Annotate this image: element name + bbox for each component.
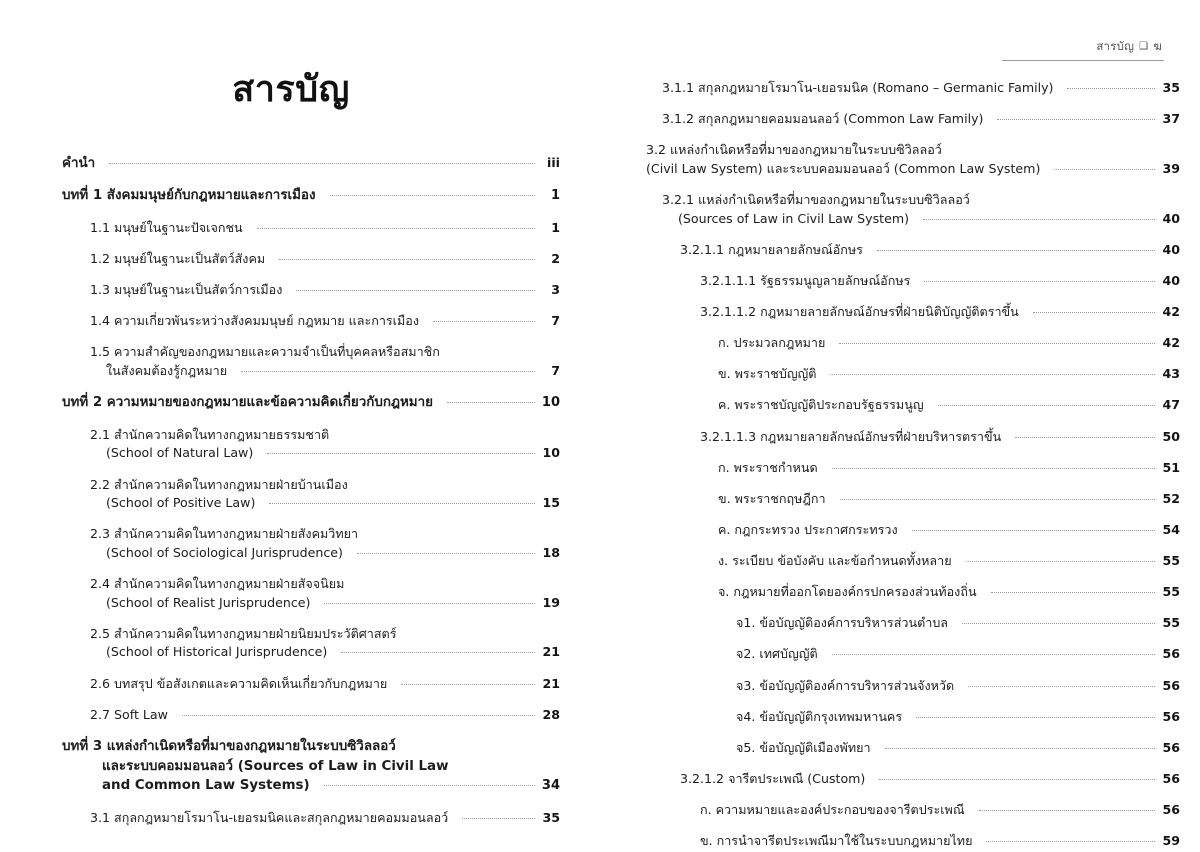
toc-dot-leader [296,290,535,291]
toc-entry[interactable] [646,141,1180,178]
toc-entry[interactable] [90,625,560,662]
toc-entry-row [90,809,560,828]
toc-entry-label: 2.5 สำนักความคิดในทางกฎหมายฝ่ายนิยมประวัติศาสตร์ [90,625,397,641]
toc-page-number: 40 [1162,210,1180,226]
toc-entry[interactable] [90,426,560,463]
toc-entry-row [718,521,1180,540]
toc-entry[interactable] [718,396,1180,415]
toc-dot-leader [324,603,535,604]
toc-entry-label: ก. ความหมายและองค์ประกอบของจารีตประเพณี [700,802,965,817]
toc-dot-leader [979,810,1155,811]
toc-entry-label: จ3. ข้อบัญญัติองค์การบริหารส่วนจังหวัด [736,677,955,693]
toc-dot-leader [968,686,1155,687]
toc-entry-label: 3.2.1.1.1 รัฐธรรมนูญลายลักษณ์อักษร [700,272,911,288]
toc-dot-leader [885,748,1155,749]
toc-entry-label: ก. พระราชกำหนด [718,459,818,475]
toc-entry-row [718,490,1180,509]
toc-entry[interactable] [90,675,560,694]
toc-page-number: 39 [1162,160,1180,176]
toc-entry[interactable] [90,343,560,380]
toc-dot-leader [447,402,535,403]
toc-page-number: 10 [542,445,560,461]
toc-dot-leader [357,553,535,554]
toc-entry[interactable] [736,677,1180,696]
toc-entry-label: บทที่ 1 สังคมมนุษย์กับกฎหมายและการเมือง [62,187,316,203]
toc-dot-leader [1054,169,1155,170]
toc-dot-leader [267,453,535,454]
toc-entry-row [718,583,1180,602]
toc-dot-leader [241,371,535,372]
toc-entry-label: ค. กฎกระทรวง ประกาศกระทรวง [718,521,898,537]
toc-entry-label: 2.7 Soft Law [90,706,168,722]
toc-entry-label: คำนำ [62,155,96,171]
toc-entry[interactable] [736,708,1180,727]
toc-page-number: 54 [1162,521,1180,537]
toc-entry-row [646,141,1180,160]
toc-entry[interactable] [662,79,1180,98]
toc-page-number: 56 [1162,739,1180,755]
toc-entry-row [90,525,560,544]
toc-entry[interactable] [90,281,560,300]
toc-page-number: 47 [1162,397,1180,413]
toc-entry-label-continued: and Common Law Systems) [102,778,310,794]
toc-dot-leader [991,592,1155,593]
toc-page-number: 35 [1162,80,1180,95]
toc-entry-label: ข. การนำจารีตประเพณีมาใช้ในระบบกฎหมายไทย [700,833,973,849]
toc-entry[interactable] [90,525,560,562]
toc-entry-row [718,459,1180,478]
toc-dot-leader [924,281,1155,282]
toc-entry[interactable] [680,770,1180,789]
toc-page-number: 52 [1162,490,1180,506]
toc-entry-label: 3.2.1.1.3 กฎหมายลายลักษณ์อักษรที่ฝ่ายบริหารตราขึ้น [700,428,1002,444]
toc-entry-label: จ1. ข้อบัญญัติองค์การบริหารส่วนตำบล [736,615,949,631]
toc-dot-leader [912,530,1155,531]
toc-entry-row-continued [90,444,560,463]
toc-entry-label: 3.2.1 แหล่งกำเนิดหรือที่มาของกฎหมายในระบบซิวิลลอว์ [662,192,970,207]
toc-page-number: 18 [542,544,560,560]
toc-entry-label: ค. พระราชบัญญัติประกอบรัฐธรรมนูญ [718,397,924,413]
toc-entry-label: 1.2 มนุษย์ในฐานะเป็นสัตว์สังคม [90,250,266,266]
toc-entry-label-continued: (School of Realist Jurisprudence) [106,594,311,610]
toc-entry[interactable] [736,739,1180,758]
toc-entry-row [718,552,1180,571]
toc-entry-row [90,706,560,725]
toc-page-number: 42 [1162,304,1180,319]
toc-entry-label-continued: ในสังคมต้องรู้กฎหมาย [106,362,228,378]
toc-entry-label: 1.3 มนุษย์ในฐานะเป็นสัตว์การเมือง [90,282,283,297]
toc-entry-label: 1.1 มนุษย์ในฐานะปัจเจกชน [90,219,243,235]
toc-entry[interactable] [718,490,1180,509]
toc-entry[interactable] [62,186,560,206]
toc-entry[interactable] [718,583,1180,602]
toc-entry-label: 1.5 ความสำคัญของกฎหมายและความจำเป็นที่บุคคลหรือสมาชิก [90,344,440,360]
toc-page-number: 59 [1162,833,1180,849]
right-page [600,0,1200,852]
toc-page-number: 42 [1162,335,1180,351]
toc-dot-leader [839,343,1155,344]
toc-entry-label-continued: (School of Sociological Jurisprudence) [106,544,343,560]
toc-entry[interactable] [736,614,1180,633]
toc-entry-row [62,154,560,174]
toc-dot-leader [879,779,1155,780]
toc-entry-label: 2.6 บทสรุป ข้อสังเกตและความคิดเห็นเกี่ยวกับกฎหมาย [90,675,388,691]
toc-page-number: 40 [1162,241,1180,257]
toc-dot-leader [962,623,1155,624]
toc-entry[interactable] [90,312,560,331]
toc-entry-label: 2.1 สำนักความคิดในทางกฎหมายธรรมชาติ [90,426,330,442]
toc-entry[interactable] [90,809,560,828]
toc-entry-row [90,219,560,238]
toc-entry-row [736,614,1180,633]
toc-page-number: 3 [551,282,560,297]
toc-entry-row [90,312,560,331]
toc-entry[interactable] [662,191,1180,228]
toc-entry-label: 3.1.2 สกุลกฎหมายคอมมอนลอว์ (Common Law Family) [662,111,984,127]
toc-entry[interactable] [680,241,1180,260]
toc-entry[interactable] [90,250,560,269]
toc-entry-label-continued: (Civil Law System) และระบบคอมมอนลอว์ (Common Law System) [646,160,1041,176]
toc-page-number: 55 [1162,584,1180,600]
toc-dot-leader [341,652,535,653]
toc-entry-row [90,575,560,594]
toc-entry-row [62,186,560,206]
toc-entry-row [62,737,560,757]
toc-dot-leader [830,374,1155,375]
toc-entry-row [736,645,1180,664]
toc-entry-label: 3.2.1.1 กฎหมายลายลักษณ์อักษร [680,241,863,257]
toc-entry-label: ก. ประมวลกฎหมาย [718,335,826,351]
toc-page-number: 56 [1162,708,1180,724]
toc-entry[interactable] [700,272,1180,291]
toc-entry-row [700,832,1180,851]
toc-page-number: 56 [1162,646,1180,662]
toc-entry-row-continued [90,643,560,662]
toc-entry[interactable] [718,334,1180,353]
toc-dot-leader [986,841,1155,842]
toc-entry-row [680,770,1180,789]
toc-entry[interactable] [700,832,1180,851]
toc-entry-row-continued [90,544,560,563]
toc-entry-row [90,281,560,300]
toc-dot-leader [1015,437,1155,438]
toc-entry[interactable] [62,393,560,413]
toc-entry-row [90,675,560,694]
toc-page-number: 28 [542,706,560,722]
toc-entry-row [700,303,1180,322]
toc-page-number: 1 [550,187,560,203]
toc-entry-label: จ5. ข้อบัญญัติเมืองพัทยา [736,739,871,755]
toc-entry-label: ง. ระเบียบ ข้อบังคับ และข้อกำหนดทั้งหลาย [718,553,952,568]
running-head [618,38,1164,61]
toc-entry[interactable] [90,476,560,513]
toc-entry[interactable] [662,110,1180,129]
toc-entry-row [718,365,1180,384]
toc-dot-leader [832,468,1155,469]
toc-entry[interactable] [62,737,560,796]
toc-entry-row [700,272,1180,291]
toc-entry-row-continued [62,776,560,796]
toc-entry-row [90,476,560,495]
toc-entry[interactable] [90,706,560,725]
toc-entry-row [90,426,560,445]
toc-entry-label: 3.2.1.1.2 กฎหมายลายลักษณ์อักษรที่ฝ่ายนิติบัญญัติตราขึ้น [700,304,1019,319]
toc-entry-label: 2.4 สำนักความคิดในทางกฎหมายฝ่ายสัจจนิยม [90,576,345,592]
toc-entry-label: 3.2 แหล่งกำเนิดหรือที่มาของกฎหมายในระบบซิวิลลอว์ [646,142,942,158]
toc-entry-row [662,79,1180,98]
toc-page-number: 7 [551,362,560,378]
toc-entry[interactable] [90,219,560,238]
toc-entry-row-continued [62,757,560,777]
toc-entry-label: 3.2.1.2 จารีตประเพณี (Custom) [680,770,866,786]
toc-page-number: 37 [1162,111,1180,127]
toc-dot-leader [257,228,535,229]
toc-page-number: iii [547,154,560,170]
toc-dot-leader [433,321,535,322]
toc-entry-row [736,708,1180,727]
toc-dot-leader [923,219,1155,220]
toc-dot-leader [916,717,1155,718]
toc-entry[interactable] [90,575,560,612]
toc-entry-row [736,739,1180,758]
toc-page-number: 55 [1162,553,1180,568]
toc-dot-leader [401,684,535,685]
square-bullet-icon: ❑ [1139,41,1149,52]
toc-entry-label: 3.1 สกุลกฎหมายโรมาโน-เยอรมนิคและสกุลกฎหมายคอมมอนลอว์ [90,810,449,826]
toc-entry-row [62,393,560,413]
toc-entry-row [90,625,560,644]
toc-entry-label-continued: (School of Positive Law) [106,495,256,511]
toc-list-left [62,154,560,828]
toc-entry-label: จ. กฎหมายที่ออกโดยองค์กรปกครองส่วนท้องถิ่น [718,584,977,600]
toc-page-number: 56 [1162,770,1180,786]
toc-page-number: 43 [1162,366,1180,382]
toc-page-number: 15 [542,495,560,511]
toc-entry-label: บทที่ 3 แหล่งกำเนิดหรือที่มาของกฎหมายในระบบซิวิลลอว์ [62,738,396,754]
toc-page-number: 56 [1162,677,1180,693]
toc-entry-row [736,677,1180,696]
toc-page-number: 56 [1162,802,1180,817]
toc-dot-leader [1067,88,1155,89]
toc-page-number: 19 [542,594,560,610]
toc-entry-label: 1.4 ความเกี่ยวพันระหว่างสังคมมนุษย์ กฎหมาย และการเมือง [90,313,419,329]
toc-entry-row-continued [646,160,1180,179]
toc-entry[interactable] [718,552,1180,571]
toc-page-number: 34 [541,778,560,794]
toc-entry[interactable] [62,154,560,174]
toc-page-number: 51 [1162,459,1180,475]
toc-entry-label-continued: (School of Historical Jurisprudence) [106,644,328,660]
toc-page-number: 21 [542,675,560,691]
page-title: สารบัญ [232,69,350,110]
toc-page-number: 2 [551,250,560,266]
toc-dot-leader [877,250,1155,251]
toc-dot-leader [462,818,535,819]
toc-entry-label-continued: (Sources of Law in Civil Law System) [678,210,910,226]
toc-dot-leader [324,785,535,786]
running-head-text: สารบัญ [1096,39,1135,53]
running-head-page-label: ฆ [1153,39,1162,53]
toc-dot-leader [109,163,535,164]
toc-entry-row [90,343,560,362]
toc-entry-row-continued [662,210,1180,229]
toc-entry[interactable] [700,303,1180,322]
toc-entry-label: 2.3 สำนักความคิดในทางกฎหมายฝ่ายสังคมวิทยา [90,526,359,542]
toc-entry-label: ข. พระราชกฤษฎีกา [718,490,826,506]
toc-page-number: 7 [551,313,560,329]
running-head-line [1096,38,1164,56]
toc-page-number: 55 [1162,615,1180,631]
toc-entry-row [662,191,1180,210]
toc-dot-leader [938,405,1155,406]
toc-page-number: 10 [541,395,560,410]
toc-dot-leader [1033,312,1155,313]
toc-entry-label: จ4. ข้อบัญญัติกรุงเทพมหานคร [736,708,903,724]
toc-dot-leader [269,503,535,504]
toc-list-right [618,79,1180,851]
toc-page-number: 50 [1162,428,1180,444]
toc-entry-label-continued: และระบบคอมมอนลอว์ (Sources of Law in Civil Law [102,758,449,774]
toc-entry-label: 3.1.1 สกุลกฎหมายโรมาโน-เยอรมนิค (Romano – Germanic Family) [662,80,1054,95]
toc-entry-label: บทที่ 2 ความหมายของกฎหมายและข้อความคิดเกี่ยวกับกฎหมาย [62,395,433,410]
toc-entry-row [662,110,1180,129]
toc-page-number: 40 [1162,272,1180,288]
toc-entry-row [700,801,1180,820]
toc-entry-row [700,428,1180,447]
toc-dot-leader [330,195,536,196]
running-head-rule [1002,60,1164,61]
toc-dot-leader [832,654,1155,655]
toc-entry[interactable] [700,801,1180,820]
toc-entry-label: 2.2 สำนักความคิดในทางกฎหมายฝ่ายบ้านเมือง [90,476,348,492]
toc-entry-row [718,396,1180,415]
toc-entry-row [680,241,1180,260]
toc-entry-label-continued: (School of Natural Law) [106,445,254,461]
toc-dot-leader [966,561,1155,562]
toc-entry-label: จ2. เทศบัญญัติ [736,646,818,662]
toc-entry-row-continued [90,494,560,513]
toc-dot-leader [840,499,1155,500]
toc-entry-row [718,334,1180,353]
toc-entry[interactable] [718,459,1180,478]
toc-page-number: 21 [542,644,560,660]
toc-entry[interactable] [736,645,1180,664]
toc-entry[interactable] [718,365,1180,384]
toc-entry-row [90,250,560,269]
toc-page-number: 35 [542,810,560,826]
toc-dot-leader [997,119,1155,120]
toc-entry-label: ข. พระราชบัญญัติ [718,366,817,382]
toc-dot-leader [182,715,535,716]
toc-entry[interactable] [718,521,1180,540]
toc-dot-leader [279,259,535,260]
toc-entry-row-continued [90,362,560,381]
toc-entry[interactable] [700,428,1180,447]
toc-entry-row-continued [90,594,560,613]
toc-page-number: 1 [551,219,560,235]
